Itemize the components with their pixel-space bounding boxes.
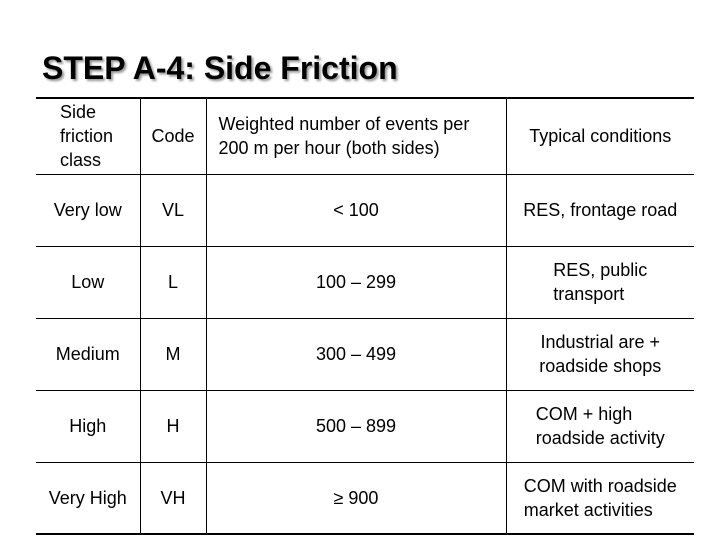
friction-class-cell: Low: [36, 246, 140, 318]
code-cell: L: [140, 246, 206, 318]
table-row: [36, 390, 694, 462]
code-cell: M: [140, 318, 206, 390]
conditions-cell: RES, frontage road: [506, 174, 694, 246]
events-cell: 500 – 899: [206, 390, 506, 462]
table-header-row: [36, 98, 694, 174]
friction-class-cell: High: [36, 390, 140, 462]
header-typical-conditions: Typical conditions: [529, 126, 672, 147]
events-cell: < 100: [206, 174, 506, 246]
code-cell: VL: [140, 174, 206, 246]
table-row: [36, 246, 694, 318]
page-title: STEP A-4: Side Friction: [42, 50, 398, 86]
code-cell: VH: [140, 462, 206, 534]
table-row: [36, 174, 694, 246]
conditions-cell: COM + high roadside activity: [506, 390, 694, 462]
conditions-cell: RES, public transport: [506, 246, 694, 318]
table-row: [36, 318, 694, 390]
side-friction-table: [36, 97, 694, 535]
friction-class-cell: Very low: [36, 174, 140, 246]
friction-class-cell: Medium: [36, 318, 140, 390]
header-side-friction-class: Side friction class: [36, 98, 140, 174]
header-weighted-events: Weighted number of events per 200 m per hour (both sides): [206, 98, 506, 174]
conditions-cell: COM with roadside market activities: [506, 462, 694, 534]
conditions-cell: Industrial are + roadside shops: [506, 318, 694, 390]
friction-class-cell: Very High: [36, 462, 140, 534]
events-cell: 100 – 299: [206, 246, 506, 318]
events-cell: 300 – 499: [206, 318, 506, 390]
code-cell: H: [140, 390, 206, 462]
events-cell: ≥ 900: [206, 462, 506, 534]
header-code: Code: [140, 98, 206, 174]
table-row: [36, 462, 694, 534]
